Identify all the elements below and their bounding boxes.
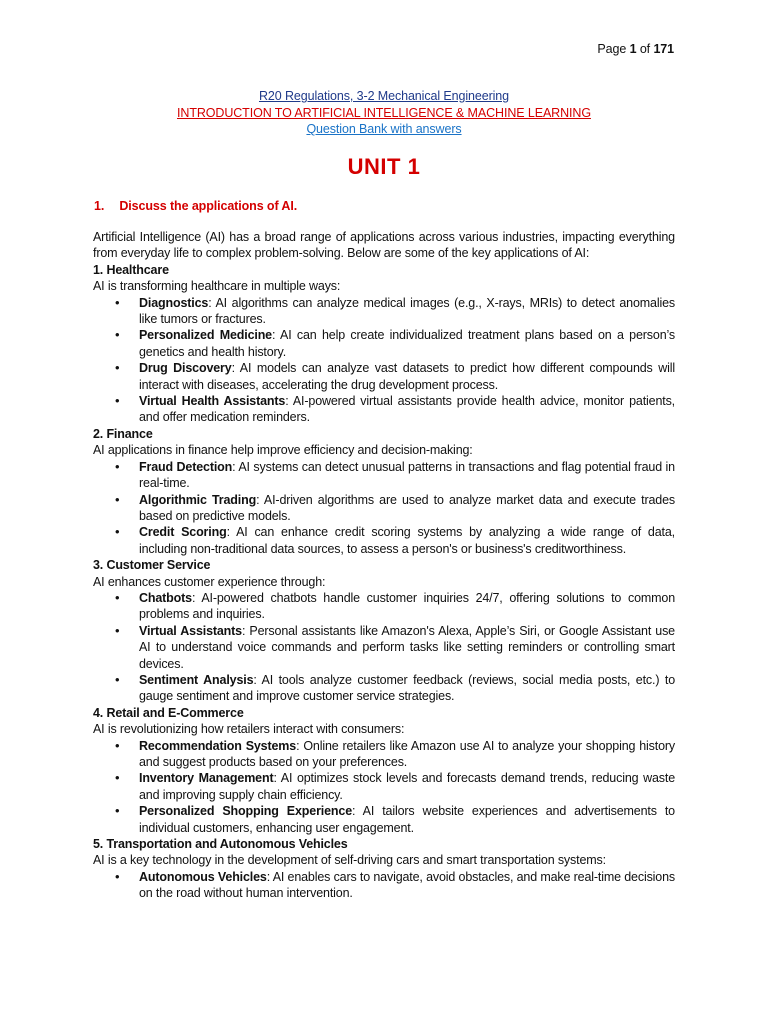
regulations-heading: R20 Regulations, 3-2 Mechanical Engineering xyxy=(258,89,510,103)
section-title: 1. Healthcare xyxy=(93,262,169,277)
item-term: Fraud Detection xyxy=(139,459,233,474)
page-current: 1 xyxy=(629,42,637,56)
document-header xyxy=(0,88,768,138)
section-title: 5. Transportation and Autonomous Vehicles xyxy=(93,837,348,852)
section-description: AI enhances customer experience through: xyxy=(93,574,326,589)
sections-container xyxy=(93,262,675,902)
section-title: 3. Customer Service xyxy=(93,558,211,573)
item-text: : AI can help create individualized treatment plans based on a person’s genetics and health history. xyxy=(139,328,675,359)
section-description: AI is a key technology in the development of self-driving cars and smart transportation systems: xyxy=(93,853,606,868)
section-title: 2. Finance xyxy=(93,426,153,441)
item-term: Diagnostics xyxy=(139,295,209,310)
item-term: Recommendation Systems xyxy=(139,738,297,753)
item-term: Credit Scoring xyxy=(139,525,227,540)
list-item xyxy=(93,623,675,672)
item-term: Drug Discovery xyxy=(139,361,232,376)
section-description: AI is revolutionizing how retailers interact with consumers: xyxy=(93,722,405,737)
section xyxy=(93,705,675,836)
list-item xyxy=(93,393,675,426)
item-text: : AI-powered chatbots handle customer inquiries 24/7, offering solutions to common problems and inquiries. xyxy=(139,590,675,622)
item-text: : AI optimizes stock levels and forecasts demand trends, reducing waste and improving supply chain efficiency. xyxy=(139,771,675,802)
item-term: Chatbots xyxy=(139,590,192,605)
intro-paragraph: Artificial Intelligence (AI) has a broad range of applications across various industries, impacting everything from everyday life to complex problem-solving. Below are some of the key applications of AI: xyxy=(93,230,675,261)
page-number xyxy=(597,42,674,56)
question-number: 1. xyxy=(94,199,105,213)
list-item xyxy=(93,295,675,328)
bullet-list xyxy=(93,295,675,426)
question-heading xyxy=(94,199,297,213)
section-title: 4. Retail and E-Commerce xyxy=(93,705,244,720)
list-item xyxy=(93,327,675,360)
unit-title: UNIT 1 xyxy=(347,154,421,179)
section xyxy=(93,557,675,705)
item-term: Personalized Medicine xyxy=(139,328,272,343)
list-item xyxy=(93,738,675,771)
bullet-list xyxy=(93,738,675,836)
item-text: : Online retailers like Amazon use AI to analyze your shopping history and suggest products based on your preferences. xyxy=(139,738,675,769)
section-description: AI applications in finance help improve efficiency and decision-making: xyxy=(93,443,473,458)
list-item xyxy=(93,524,675,557)
list-item xyxy=(93,360,675,393)
bullet-list xyxy=(93,459,675,557)
item-text: : AI can enhance credit scoring systems by analyzing a wide range of data, including non-traditional data sources, to assess a person's or business's creditworthiness. xyxy=(139,525,675,556)
question-bank-heading: Question Bank with answers xyxy=(306,122,462,136)
item-text: : AI-driven algorithms are used to analyze market data and execute trades based on predictive models. xyxy=(139,492,675,523)
list-item xyxy=(93,459,675,492)
item-text: : AI tools analyze customer feedback (reviews, social media posts, etc.) to gauge sentiment and improve customer service strategies. xyxy=(139,672,676,704)
item-text: : AI algorithms can analyze medical images (e.g., X-rays, MRIs) to detect anomalies like tumors or fractures. xyxy=(139,295,675,327)
section xyxy=(93,836,675,902)
page-label: Page xyxy=(597,42,627,56)
section xyxy=(93,426,675,557)
bullet-list xyxy=(93,869,675,902)
item-text: : Personal assistants like Amazon's Alexa, Apple’s Siri, or Google Assistant use AI to understand voice commands and perform tasks like setting reminders or controlling smart devices. xyxy=(139,623,675,671)
bullet-list xyxy=(93,590,675,705)
item-term: Sentiment Analysis xyxy=(139,672,254,687)
question-text: Discuss the applications of AI. xyxy=(119,199,298,213)
page-of-label: of xyxy=(639,42,651,56)
page-total: 171 xyxy=(653,42,674,56)
item-term: Personalized Shopping Experience xyxy=(139,804,353,819)
item-term: Algorithmic Trading xyxy=(139,492,257,507)
course-title: INTRODUCTION TO ARTIFICIAL INTELLIGENCE & MACHINE LEARNING xyxy=(177,105,591,120)
answer-body xyxy=(93,229,675,902)
item-term: Virtual Assistants xyxy=(139,623,242,638)
item-term: Inventory Management xyxy=(139,771,274,786)
list-item xyxy=(93,590,675,623)
item-term: Autonomous Vehicles xyxy=(139,869,267,884)
list-item xyxy=(93,492,675,525)
list-item xyxy=(93,672,675,705)
item-text: : AI models can analyze vast datasets to predict how different compounds will interact with diseases, accelerating the drug development process. xyxy=(139,361,675,392)
item-text: : AI enables cars to navigate, avoid obstacles, and make real-time decisions on the road without human intervention. xyxy=(139,869,676,901)
list-item xyxy=(93,770,675,803)
section-description: AI is transforming healthcare in multiple ways: xyxy=(93,279,341,294)
item-term: Virtual Health Assistants xyxy=(139,394,286,409)
list-item xyxy=(93,869,675,902)
item-text: : AI-powered virtual assistants provide health advice, monitor patients, and offer medication reminders. xyxy=(139,394,675,425)
item-text: : AI systems can detect unusual patterns in transactions and flag potential fraud in real-time. xyxy=(139,459,675,491)
section xyxy=(93,262,675,426)
item-text: : AI tailors website experiences and advertisements to individual customers, enhancing user engagement. xyxy=(139,804,675,835)
list-item xyxy=(93,803,675,836)
